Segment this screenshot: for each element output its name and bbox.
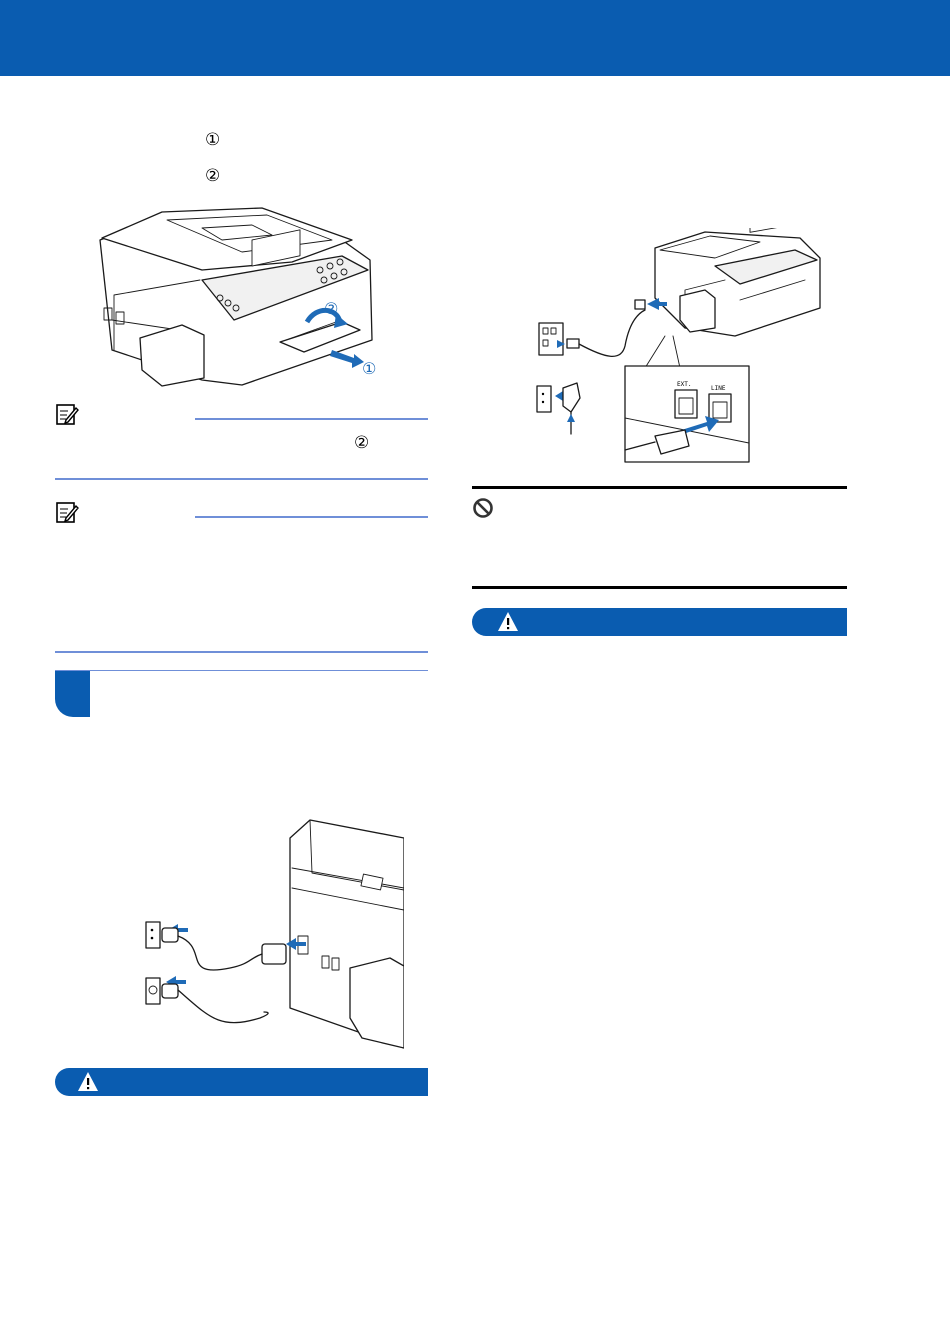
warning-bar-left <box>55 1068 428 1096</box>
note-1-callout-2: ② <box>354 433 370 453</box>
figure-callout-1: ① <box>362 359 377 378</box>
improper-setup-bottom-rule <box>472 586 847 589</box>
header-band <box>0 0 950 76</box>
prohibited-icon <box>472 497 494 519</box>
note-1-bottom-rule <box>55 478 428 480</box>
callout-step-1: ① <box>205 130 221 150</box>
warning-triangle-icon <box>497 611 519 633</box>
warning-bar-right <box>472 608 847 636</box>
note-1-top-rule <box>195 418 428 420</box>
improper-setup-top-rule <box>472 486 847 489</box>
warning-triangle-icon <box>77 1071 99 1093</box>
note-pencil-icon <box>55 402 79 426</box>
figure-paper-tray <box>92 200 392 390</box>
jack-label-ext: EXT. <box>677 381 692 388</box>
figure-power-cord <box>140 818 404 1053</box>
callout-step-2: ② <box>205 166 221 186</box>
figure-callout-2: ② <box>324 299 339 318</box>
step-header-rule <box>55 670 428 671</box>
step-number-tab <box>55 671 90 717</box>
note-2-bottom-rule <box>55 651 428 653</box>
figure-phone-line <box>525 228 825 465</box>
jack-label-line: LINE <box>711 385 726 392</box>
note-2-top-rule <box>195 516 428 518</box>
note-pencil-icon <box>55 500 79 524</box>
